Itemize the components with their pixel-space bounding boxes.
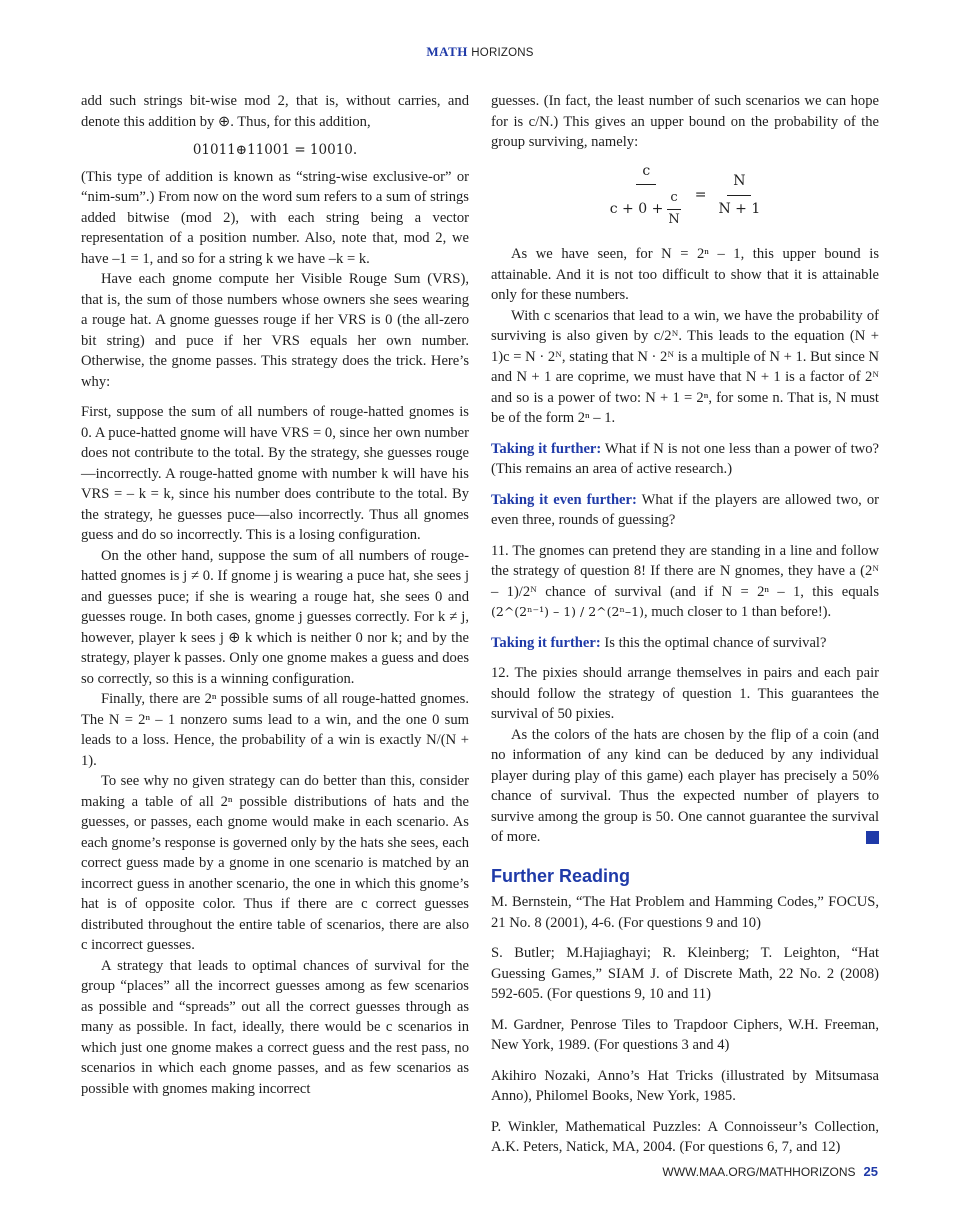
end-of-article-square-icon — [866, 831, 879, 844]
paragraph: As we have seen, for N = 2ⁿ – 1, this upper bound is attainable. And it is not too difficult to show that it is attainable only for these numbers. — [491, 246, 879, 303]
nested-numerator: c — [667, 188, 680, 210]
taking-it-further-1 — [491, 439, 879, 480]
fraction-numerator: c — [636, 161, 656, 186]
fraction-rhs — [712, 171, 766, 219]
equation-nim-sum: 01011⊕11001 = 10010. — [192, 142, 358, 158]
paragraph: Finally, there are 2ⁿ possible sums of all rouge-hatted gnomes. The N = 2ⁿ – 1 nonzero sums lead to a win, and the one 0 sum leads to a loss. Hence, the probability of a win is exactly N/(N + 1). — [81, 691, 469, 769]
answer-11 — [491, 541, 879, 623]
paragraph: add such strings bit-wise mod 2, that is, without carries, and denote this addition by ⊕. Thus, for this addition, — [81, 93, 469, 130]
paragraph: guesses. (In fact, the least number of such scenarios we can hope for is c/N.) This gives an upper bound on the probability of the group surviving, namely: — [491, 93, 879, 150]
reference-item: M. Gardner, Penrose Tiles to Trapdoor Ciphers, W.H. Freeman, New York, 1989. (For questions 3 and 4) — [491, 1016, 879, 1053]
nested-denominator: N — [668, 211, 680, 227]
callout-text: What if N is not one less than a power of two? (This remains an area of active research.) — [491, 440, 879, 477]
answer-text: 11. The gnomes can pretend they are standing in a line and follow the strategy of question 8! If there are N gnomes, they have a (2ᴺ – 1)/2ᴺ chance of survival (and if N = 2ⁿ – 1, this equals — [491, 542, 879, 600]
running-header — [0, 44, 960, 60]
reference-item: M. Bernstein, “The Hat Problem and Hamming Codes,” FOCUS, 21 No. 8 (2001), 4-6. (For questions 9 and 10) — [491, 894, 879, 931]
answer-12: 12. The pixies should arrange themselves in pairs and each pair should follow the strategy of question 1. This guarantees the survival of 50 pixies. — [491, 665, 879, 722]
further-reading-heading: Further Reading — [491, 865, 631, 886]
fraction-denominator: N + 1 — [718, 200, 761, 217]
fraction-numerator: N — [727, 171, 751, 196]
callout-text: What if the players are allowed two, or even three, rounds of guessing? — [491, 491, 879, 528]
reference-item: S. Butler; M.Hajiaghayi; R. Kleinberg; T. Leighton, “Hat Guessing Games,” SIAM J. of Discrete Math, 22 No. 2 (2008) 592-605. (For questions 9, 10 and 11) — [491, 945, 879, 1002]
nested-fraction — [665, 188, 682, 230]
answer-text: , much closer to 1 than before!). — [643, 604, 832, 620]
taking-it-further-2 — [491, 490, 879, 531]
callout-label: Taking it further: — [491, 634, 601, 651]
magazine-name-part-a: MATH — [426, 44, 468, 59]
paragraph: With c scenarios that lead to a win, we have the probability of surviving is also given by c/2ᴺ. This leads to the equation (N + 1)c = N · 2ᴺ, stating that N · 2ᴺ is a multiple of N + 1. But since N and N + 1 are coprime, we must have that N + 1 is a factor of 2ᴺ and so is a power of two: N + 1 = 2ⁿ, for some n. That is, N must be of the form 2ⁿ – 1. — [491, 307, 879, 426]
paragraph: To see why no given strategy can do better than this, consider making a table of all 2ⁿ possible distributions of hats and the guesses, or passes, each gnome would make in each scenario. As each gnome’s response is governed only by the hats she sees, each correct guess made by a gnome in one scenario is matched by an incorrect guess in another scenario, the one in which this gnome’s hat is of opposite color. Thus if there are c correct guesses distributed throughout the entire table of scenarios, there are also c incorrect guesses. — [81, 773, 469, 953]
fraction-denominator — [604, 185, 689, 230]
paragraph: On the other hand, suppose the sum of all numbers of rouge-hatted gnomes is j ≠ 0. If gnome j is wearing a puce hat, she sees j and guesses puce; if she is wearing a rouge hat, she sees 0 and guesses rouge. In both cases, gnome j guesses correctly. For k ≠ j, however, player k sees j ⊕ k which is neither 0 nor k; and by the strategy, player k passes. Only one gnome makes a guess and does so correctly, so this is a winning configuration. — [81, 547, 469, 687]
paragraph-text: As the colors of the hats are chosen by the flip of a coin (and no information of any kind can be deduced by any individual player during play of this game) each player has precisely a 50% chance of survival. Thus the expected number of players to survive among the group is 50. One cannot guarantee the survival of more. — [491, 726, 879, 845]
callout-label: Taking it even further: — [491, 491, 637, 508]
denominator-text: c + 0 + — [609, 200, 664, 217]
page-number: 25 — [863, 1164, 878, 1179]
callout-label: Taking it further: — [491, 440, 602, 457]
right-column — [491, 91, 879, 1158]
survival-formula: (2^(2ⁿ⁻¹) – 1) / 2^(2ⁿ–1) — [491, 604, 644, 619]
footer-url: WWW.MAA.ORG/MATHHORIZONS — [662, 1165, 856, 1179]
paragraph: Have each gnome compute her Visible Rouge Sum (VRS), that is, the sum of those numbers whose owners she sees wearing a rouge hat. A gnome guesses rouge if her VRS is 0 (the all-zero bit string) and puce if her VRS equals her own number. Otherwise, the gnome passes. This strategy does the trick. Here’s why: — [81, 271, 469, 390]
reference-item: P. Winkler, Mathematical Puzzles: A Connoisseur’s Collection, A.K. Peters, Natick, MA, 2004. (For questions 6, 7, and 12) — [491, 1118, 879, 1155]
paragraph: (This type of addition is known as “string-wise exclusive-or” or “nim-sum”.) From now on the word sum refers to a sum of strings added bitwise (mod 2), with each string being a vector representation of a position number. Also, note that, mod 2, we have –1 = 1, and so for a string k we have –k = k. — [81, 168, 469, 267]
equation-upper-bound — [491, 161, 879, 231]
magazine-name-part-b: HORIZONS — [471, 47, 534, 59]
paragraph: First, suppose the sum of all numbers of rouge-hatted gnomes is 0. A puce-hatted gnome will have VRS = 0, since her own number does not contribute to the total. By the strategy, she guesses rouge—incorrectly. A rouge-hatted gnome with number k will have his VRS = – k = k, since his number does contribute to the total. By the strategy, he guesses puce—also incorrectly. Thus all gnomes guess and do so incorrectly. This is a losing configuration. — [81, 404, 469, 543]
callout-text: Is this the optimal chance of survival? — [600, 634, 827, 651]
fraction-lhs — [604, 161, 689, 231]
paragraph — [491, 725, 879, 848]
taking-it-further-3 — [491, 633, 879, 654]
left-column — [81, 91, 469, 1099]
equals-sign: = — [694, 187, 707, 203]
reference-item: Akihiro Nozaki, Anno’s Hat Tricks (illustrated by Mitsumasa Anno), Philomel Books, New York, 1985. — [491, 1067, 879, 1104]
paragraph: A strategy that leads to optimal chances of survival for the group “places” all the incorrect guesses among as few scenarios as possible and “spreads” out all the correct guesses through as many as possible. In fact, ideally, there would be c scenarios in which just one gnome makes a correct guess and the rest pass, no scenarios in which each gnome passes, and as few scenarios as possible with gnomes making incorrect — [81, 957, 469, 1097]
running-footer — [0, 1164, 878, 1179]
